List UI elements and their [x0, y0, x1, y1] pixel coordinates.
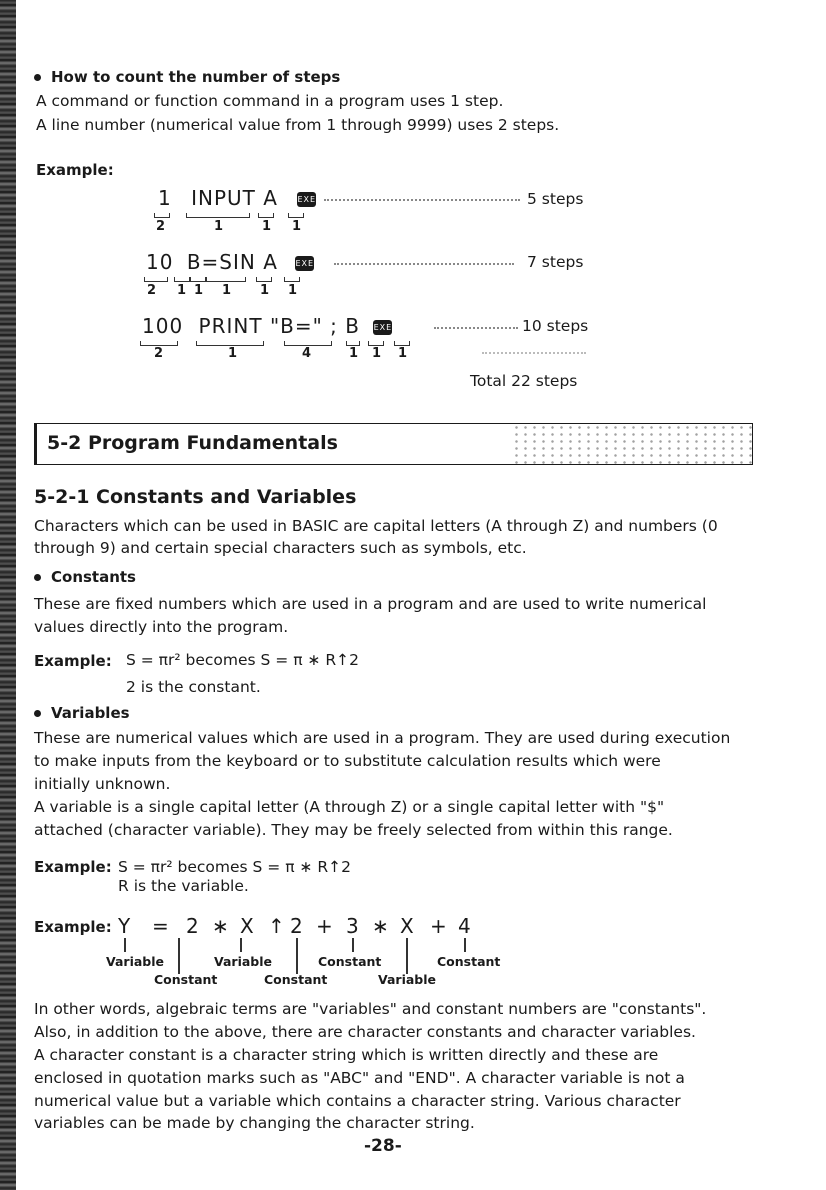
variables-line-2: to make inputs from the keyboard or to substitute calculation results which were [34, 752, 661, 770]
annotation-upper: Variable [214, 954, 273, 969]
token: 2 [290, 914, 304, 938]
subsection-title: 5-2-1 Constants and Variables [34, 486, 357, 508]
variables-line-4: A variable is a single capital letter (A through Z) or a single capital letter with "$" [34, 798, 665, 816]
count: 1 [228, 346, 238, 361]
step-count-3: 10 steps [522, 317, 589, 335]
leader-dots [482, 352, 586, 354]
intro-line-1: Characters which can be used in BASIC are capital letters (A through Z) and numbers (0 [34, 517, 718, 535]
bullet-icon [34, 710, 41, 717]
brace [284, 277, 300, 282]
steps-example-label: Example: [36, 161, 114, 179]
code-line-3 [142, 314, 392, 338]
bullet-icon [34, 74, 41, 81]
constants-example-note: 2 is the constant. [126, 678, 261, 696]
leader-dots [324, 199, 520, 201]
exe-key-icon: EXE [295, 256, 314, 271]
annotation-upper: Constant [437, 954, 501, 969]
token: ↑ [268, 914, 286, 938]
section-title: 5-2 Program Fundamentals [47, 432, 338, 454]
token: 2 [186, 914, 200, 938]
count: 1 [262, 219, 272, 234]
code-text: B=SIN A [186, 250, 278, 274]
brace [258, 213, 274, 218]
bullet-icon [34, 574, 41, 581]
closing-line-3: A character constant is a character string which is written directly and these are [34, 1046, 659, 1064]
step-count-1: 5 steps [527, 190, 584, 208]
brace [144, 277, 168, 282]
token: X [400, 914, 415, 938]
brace [206, 277, 246, 282]
closing-line-6: variables can be made by changing the character string. [34, 1114, 475, 1132]
annotation-upper: Constant [318, 954, 382, 969]
steps-heading: How to count the number of steps [34, 68, 340, 86]
closing-line-4: enclosed in quotation marks such as "ABC" and "END". A character variable is not a [34, 1069, 685, 1087]
annotation-line [406, 938, 408, 974]
annotation-line [296, 938, 298, 974]
brace [174, 277, 190, 282]
intro-line-2: through 9) and certain special characters such as symbols, etc. [34, 539, 527, 557]
closing-line-5: numerical value but a variable which contains a character string. Various character [34, 1092, 681, 1110]
count: 1 [214, 219, 224, 234]
count: 1 [372, 346, 382, 361]
variables-line-1: These are numerical values which are used in a program. They are used during execution [34, 729, 731, 747]
annotation-upper: Variable [106, 954, 165, 969]
closing-line-1: In other words, algebraic terms are "variables" and constant numbers are "constants". [34, 1000, 707, 1018]
section-header-box [34, 423, 753, 465]
leader-dots [434, 327, 518, 329]
line-number: 100 [142, 314, 184, 338]
constants-heading: Constants [34, 568, 136, 586]
token: ∗ [212, 914, 230, 938]
page-number: -28- [364, 1136, 402, 1156]
variables-example2-label: Example: [34, 918, 112, 936]
variables-example1-label: Example: [34, 858, 112, 876]
annotation-line [240, 938, 242, 952]
count: 2 [147, 283, 157, 298]
code-line-1 [158, 186, 316, 210]
step-count-2: 7 steps [527, 253, 584, 271]
exe-key-icon: EXE [373, 320, 392, 335]
token: ∗ [372, 914, 390, 938]
scan-speckle [512, 424, 752, 464]
constants-line-1: These are fixed numbers which are used in a program and are used to write numerical [34, 595, 707, 613]
count: 1 [194, 283, 204, 298]
token: X [240, 914, 255, 938]
total-steps: Total 22 steps [470, 372, 578, 390]
count: 1 [222, 283, 232, 298]
token: = [152, 914, 170, 938]
annotation-line [352, 938, 354, 952]
code-line-2 [146, 250, 314, 274]
leader-dots [334, 263, 514, 265]
code-text: PRINT "B=" ; B [198, 314, 360, 338]
scan-edge [0, 0, 16, 1190]
brace [190, 277, 206, 282]
line-number: 1 [158, 186, 172, 210]
count: 1 [398, 346, 408, 361]
count: 2 [156, 219, 166, 234]
variables-line-3: initially unknown. [34, 775, 171, 793]
steps-line-2: A line number (numerical value from 1 through 9999) uses 2 steps. [36, 116, 560, 134]
count: 2 [154, 346, 164, 361]
token: Y [118, 914, 132, 938]
annotation-line [178, 938, 180, 974]
variables-heading: Variables [34, 704, 130, 722]
brace [288, 213, 304, 218]
brace [256, 277, 272, 282]
count: 4 [302, 346, 312, 361]
annotation-lower: Constant [264, 972, 328, 987]
annotation-line [464, 938, 466, 952]
constants-example-formula: S = πr² becomes S = π ∗ R↑2 [126, 651, 360, 669]
constants-example-label: Example: [34, 652, 112, 670]
constants-line-2: values directly into the program. [34, 618, 289, 636]
steps-line-1: A command or function command in a program uses 1 step. [36, 92, 504, 110]
count: 1 [349, 346, 359, 361]
token: + [316, 914, 334, 938]
variables-line-5: attached (character variable). They may be freely selected from within this range. [34, 821, 673, 839]
token: + [430, 914, 448, 938]
variables-example1-note: R is the variable. [118, 877, 249, 895]
brace [186, 213, 250, 218]
exe-key-icon: EXE [297, 192, 316, 207]
code-text: INPUT A [191, 186, 278, 210]
line-number: 10 [146, 250, 174, 274]
variables-example1-formula: S = πr² becomes S = π ∗ R↑2 [118, 858, 352, 876]
closing-line-2: Also, in addition to the above, there are character constants and character variables. [34, 1023, 696, 1041]
brace [154, 213, 170, 218]
token: 4 [458, 914, 472, 938]
annotation-lower: Variable [378, 972, 437, 987]
count: 1 [177, 283, 187, 298]
token: 3 [346, 914, 360, 938]
count: 1 [292, 219, 302, 234]
manual-page [34, 0, 794, 1190]
count: 1 [260, 283, 270, 298]
annotation-lower: Constant [154, 972, 218, 987]
count: 1 [288, 283, 298, 298]
annotation-line [124, 938, 126, 952]
